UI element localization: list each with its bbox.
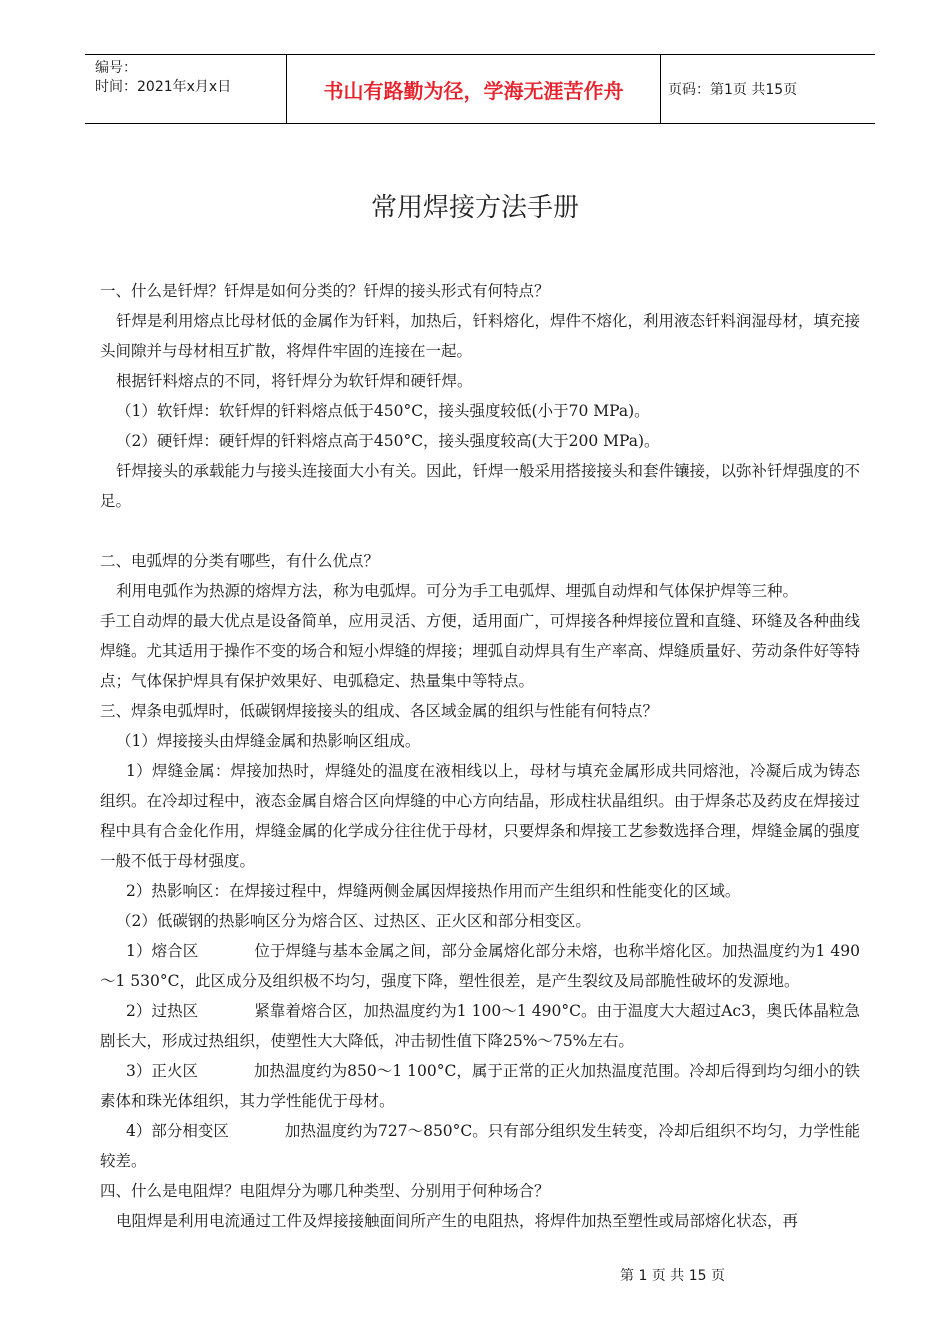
zone-label: 4）部分相变区 bbox=[126, 1122, 229, 1140]
header-meta bbox=[95, 55, 285, 123]
paragraph: 电阻焊是利用电流通过工件及焊接接触面间所产生的电阻热，将焊件加热至塑性或局部熔化状态，再 bbox=[116, 1212, 799, 1230]
section-heading: 一、什么是钎焊？钎焊是如何分类的？钎焊的接头形式有何特点？ bbox=[100, 282, 550, 300]
document-number-label: 编号： bbox=[95, 60, 137, 76]
page-header bbox=[85, 54, 875, 124]
page-footer: 第 1 页 共 15 页 bbox=[620, 1268, 725, 1284]
paragraph: 利用电弧作为热源的熔焊方法，称为电弧焊。可分为手工电弧焊、埋弧自动焊和气体保护焊等三种。 bbox=[116, 582, 799, 600]
list-item: （2）硬钎焊：硬钎焊的钎料熔点高于450°C，接头强度较高(大于200 MPa)。 bbox=[116, 432, 660, 450]
zone-label: 3）正火区 bbox=[126, 1062, 198, 1080]
zone-item bbox=[100, 1056, 860, 1116]
motto: 书山有路勤为径，学海无涯苦作舟 bbox=[323, 79, 624, 103]
zone-description: 加热温度约为727～850°C。只有部分组织发生转变，冷却后组织不均匀，力学性能较差。 bbox=[100, 1122, 860, 1170]
paragraph: 钎焊是利用熔点比母材低的金属作为钎料，加热后，钎料熔化，焊件不熔化，利用液态钎料润湿母材，填充接头间隙并与母材相互扩散，将焊件牢固的连接在一起。 bbox=[100, 312, 861, 360]
zone-label: 2）过热区 bbox=[126, 1002, 199, 1020]
paragraph: 根据钎料熔点的不同，将钎焊分为软钎焊和硬钎焊。 bbox=[116, 372, 473, 390]
zone-description: 加热温度约为850～1 100°C，属于正常的正火加热温度范围。冷却后得到均匀细小的铁素体和珠光体组织，其力学性能优于母材。 bbox=[100, 1062, 860, 1110]
section-heading: 二、电弧焊的分类有哪些，有什么优点？ bbox=[100, 552, 380, 570]
paragraph: 钎焊接头的承载能力与接头连接面大小有关。因此，钎焊一般采用搭接接头和套件镶接，以弥补钎焊强度的不足。 bbox=[100, 462, 861, 510]
header-motto-cell bbox=[286, 55, 661, 123]
section-heading: 三、焊条电弧焊时，低碳钢焊接接头的组成、各区域金属的组织与性能有何特点？ bbox=[100, 702, 659, 720]
paragraph: 手工自动焊的最大优点是设备简单，应用灵活、方便，适用面广，可焊接各种焊接位置和直缝、环缝及各种曲线焊缝。尤其适用于操作不变的场合和短小焊缝的焊接；埋弧自动焊具有生产率高、焊缝质量好、劳动条件好等特点；气体保护焊具有保护效果好、电弧稳定、热量集中等特点。 bbox=[100, 612, 860, 690]
zone-item bbox=[100, 996, 860, 1056]
list-item: 2）热影响区：在焊接过程中，焊缝两侧金属因焊接热作用而产生组织和性能变化的区域。 bbox=[126, 882, 741, 900]
zone-description: 紧靠着熔合区，加热温度约为1 100～1 490°C。由于温度大大超过Ac3，奥氏体晶粒急剧长大，形成过热组织，使塑性大大降低，冲击韧性值下降25%～75%左右。 bbox=[100, 1002, 860, 1050]
list-item: （2）低碳钢的热影响区分为熔合区、过热区、正火区和部分相变区。 bbox=[116, 912, 591, 930]
list-item: 1）焊缝金属：焊接加热时，焊缝处的温度在液相线以上，母材与填充金属形成共同熔池，冷凝后成为铸态组织。在冷却过程中，液态金属自熔合区向焊缝的中心方向结晶，形成柱状晶组织。由于焊条芯及药皮在焊接过程中具有合金化作用，焊缝金属的化学成分往往优于母材，只要焊条和焊接工艺参数选择合理，焊缝金属的强度一般不低于母材强度。 bbox=[100, 762, 860, 870]
list-item: （1）软钎焊：软钎焊的钎料熔点低于450°C，接头强度较低(小于70 MPa)。 bbox=[116, 402, 650, 420]
zone-description: 位于焊缝与基本金属之间，部分金属熔化部分未熔，也称半熔化区。加热温度约为1 490～1 530°C，此区成分及组织极不均匀，强度下降，塑性很差，是产生裂纹及局部脆性破坏的发源地。 bbox=[100, 942, 860, 990]
zone-label: 1）熔合区 bbox=[126, 942, 199, 960]
zone-item bbox=[100, 1116, 860, 1176]
document-date: 时间：2021年x月x日 bbox=[95, 79, 232, 95]
spacer bbox=[100, 516, 860, 546]
document-title: 常用焊接方法手册 bbox=[370, 193, 579, 223]
header-page-cell bbox=[668, 55, 868, 123]
document-body bbox=[100, 276, 860, 1236]
zone-item bbox=[100, 936, 860, 996]
page-indicator: 页码：第1页 共15页 bbox=[668, 82, 798, 98]
section-heading: 四、什么是电阻焊？电阻焊分为哪几种类型、分别用于何种场合？ bbox=[100, 1182, 550, 1200]
list-item: （1）焊接接头由焊缝金属和热影响区组成。 bbox=[116, 732, 421, 750]
